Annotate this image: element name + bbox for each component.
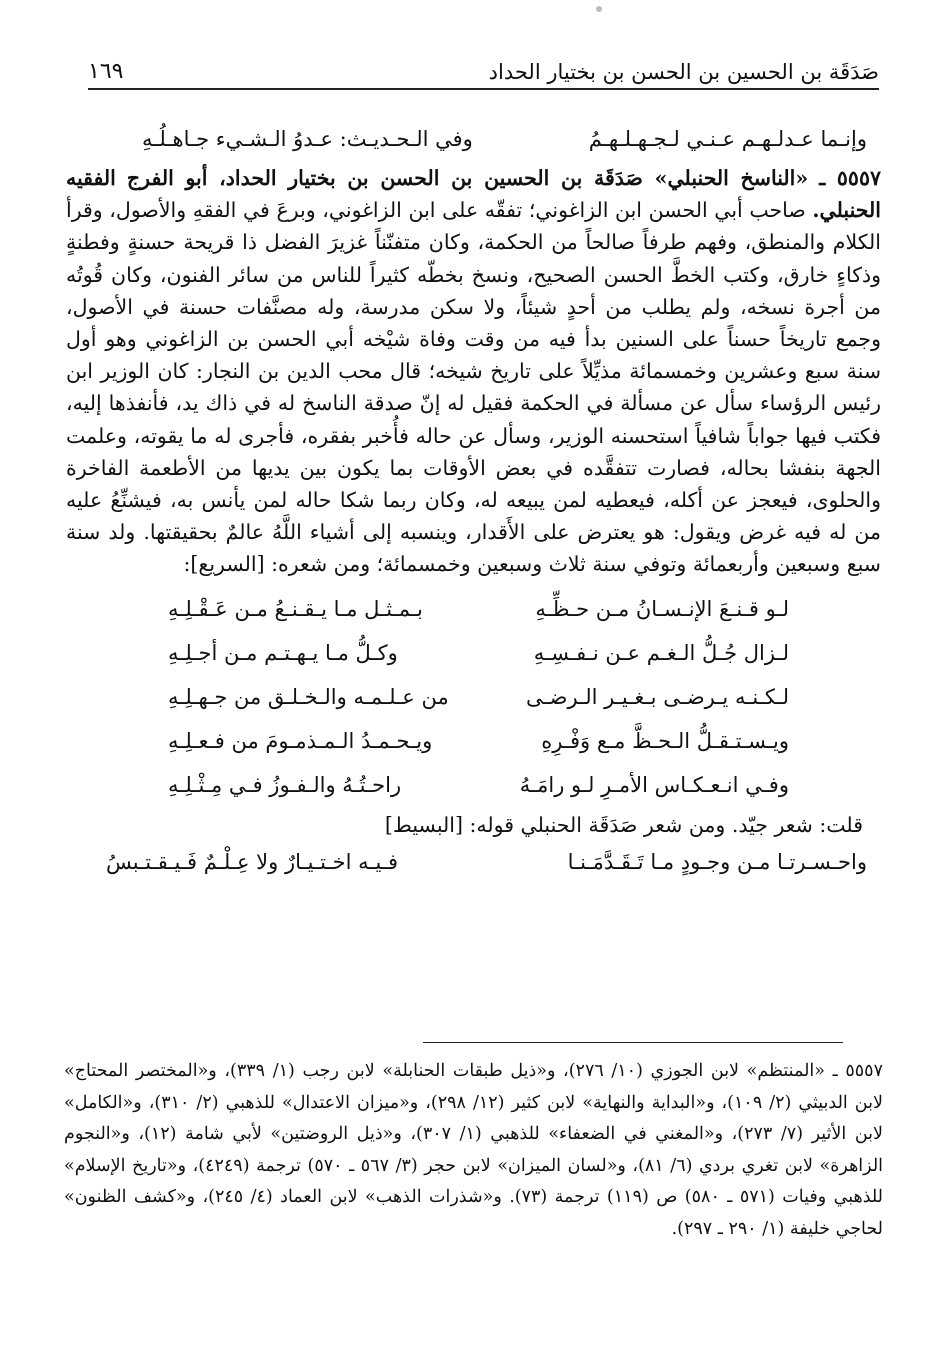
verse-hemistich-right: وفـي انـعـكـاس الأمـرِ لـو رامَـهُ [519,772,789,797]
verse-hemistich-left: من عـلـمـه والـخـلـق من جـهـلِـهِ [168,684,449,709]
verse-hemistich-right: لـو قـنـعَ الإنـسـانُ مـن حـظِّـهِ [535,596,789,621]
verse-hemistich-right: لـزال جُـلُّ الـغـم عـن نـفـسِـهِ [533,640,789,665]
poem-verse [66,631,881,675]
running-head [88,52,879,90]
poem-verse [66,763,881,807]
poem-verse [66,719,881,763]
qult-line: قلت: شعر جيّد. ومن شعر صَدَقَة الحنبلي قوله: [البسيط] [384,812,863,837]
verse-hemistich-left: راحـتُـهُ والـفـوزُ فـي مِـثْـلِـهِ [168,772,402,797]
entry-head: الفقيه الحنبلي. [66,166,881,223]
final-verse [66,841,881,883]
opening-verse [66,118,881,160]
verse-hemistich-right: ويـسـتـقـلُّ الـحـظَّ مـع وَفْـرِهِ [541,728,789,753]
verse-hemistich-left: بـمـثـل مـا يـقـنـعُ مـن عَـقْـلِـهِ [168,596,423,621]
entry-text: صاحب أبي الحسن ابن الزاغوني؛ تفقّه على ابن الزاغوني، وبرعَ في الفقهِ والأصول، وقرأ الكلام والمنطق، وفهم طرفاً صالحاً من الحكمة، وكان متفنّناً غزيرَ الفضل ذا قريحة حسنةٍ وفطنةٍ وذكاءٍ خارق، وكتب الخطَّ الحسن الصحيح، ونسخ بخطّه كثيراً للناس من سائر الفنون، وكان قُوتُه من أجرة نسخه، ولم يطلب من أحدٍ شيئاً، ولا سكن مدرسة، وله مصنَّفات حسنة في الأصول، وجمع تاريخاً حسناً على السنين بدأ فيه من وقت وفاة شيْخه أبي الحسن بن الزاغوني وهو أول سنة سبع وعشرين وخمسمائة مذيِّلاً على تاريخ شيخه؛ قال محب الدين بن النجار: كان الوزير ابن رئيس الرؤساء سأل عن مسألة في الحكمة فقيل له إنّ صدقة الناسخ له في ذاك يد، فأنفذها إليه، فكتب فيها جواباً شافياً استحسنه الوزير، وسأل عن حاله فأُخبر بفقره، فأجرى له ما يقوته، وعلمت الجهة بنفشا بحاله، فصارت تتفقَّده في بعض الأوقات بما يكون بين يديها من الأطعمة الفاخرة والحلوى، فيعجز عن أكله، فيعطيه لمن يبيعه له، وكان ربما شكا حاله لمن يأنس به، فيشنِّعُ عليه من له فيه غرض ويقول: هو يعترض على الأَقدار، وينسبه إلى أشياء اللَّهُ عالمٌ بحقيقتها. ولد سنة سبع وسبعين وأربعمائة وتوفي سنة ثلاث وسبعين وخمسمائة؛ ومن شعره: [السريع]: [66,198,881,577]
body-text [66,118,881,883]
footnotes [64,1056,883,1245]
verse-hemistich-left: ويـحـمـدُ الـمـذمـومَ من فـعـلِـهِ [168,728,433,753]
verse-hemistich-right: لـكـنـه يـرضـى بـغـيـر الـرضـى [526,684,789,709]
poem-verse [66,587,881,631]
running-title: صَدَقَة بن الحسين بن الحسن بن بختيار الحداد [488,60,879,84]
ornament-dot [596,6,602,12]
verse-hemistich-left: فـيـه اخـتـيـارٌ ولا عِـلْـمٌ فَـيـقـتـبسُ [106,849,399,874]
verse-hemistich-left: وفي الـحـديـث: عـدوُ الـشـيء جـاهـلُـهِ [142,127,473,151]
footnote-text: «المنتظم» لابن الجوزي (١٠/ ٢٧٦)، و«ذيل طبقات الحنابلة» لابن رجب (١/ ٣٣٩)، و«المختصر المحتاج» لابن الدبيثي (٢/ ١٠٩)، و«البداية والنهاية» لابن كثير (١٢/ ٢٩٨)، و«ميزان الاعتدال» للذهبي (٢/ ٣١٠)، و«الكامل» لابن الأثير (٧/ ٢٧٣)، و«المغني في الضعفاء» للذهبي (١/ ٣٠٧)، و«ذيل الروضتين» لأبي شامة (١٢)، و«النجوم الزاهرة» لابن تغري بردي (٦/ ٨١)، و«لسان الميزان» لابن حجر (٣/ ٥٦٧ ـ ٥٧٠) ترجمة (٤٢٤٩)، و«تاريخ الإسلام» للذهبي وفيات (٥٧١ ـ ٥٨٠) ص (١١٩) ترجمة (٧٣). و«شذرات الذهب» لابن العماد (٤/ ٢٤٥)، و«كشف الظنون» لحاجي خليفة (١/ ٢٩٠ ـ ٢٩٧). [64,1061,884,1239]
footnote-rule [423,1042,843,1043]
poem-verse [66,675,881,719]
entry-title: «الناسخ الحنبلي» صَدَقَة بن الحسين بن الحسن بن بختيار الحداد، أبو الفرج [126,166,809,190]
entry-number: ٥٥٥٧ ـ [819,166,881,190]
footnote-number: ٥٥٥٧ ـ [832,1061,883,1081]
verse-hemistich-right: وإنـما عـدلـهـم عـنـي لـجـهـلـهـمُ [588,127,867,151]
page-number: ١٦٩ [88,59,124,84]
entry-paragraph [66,162,881,581]
verse-hemistich-left: وكـلُّ مـا يـهـتـم مـن أجـلِـهِ [168,640,398,665]
poem [66,587,881,807]
verse-hemistich-right: واحـسـرتـا مـن وجـودٍ مـا تَـقَـدَّمَـنـا [567,849,867,874]
